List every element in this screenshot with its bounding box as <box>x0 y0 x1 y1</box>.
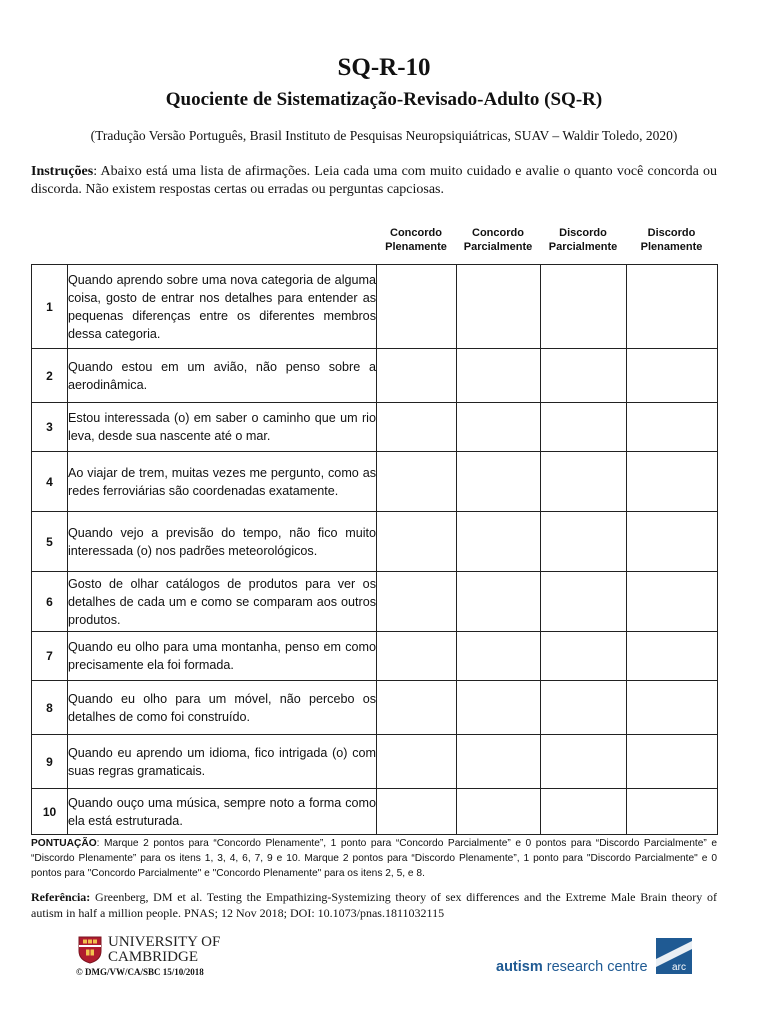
item-number: 1 <box>32 265 68 349</box>
response-cell-concordo-parcialmente[interactable] <box>457 735 541 789</box>
response-cell-concordo-plenamente[interactable] <box>377 452 457 512</box>
cambridge-line2: CAMBRIDGE <box>108 949 199 965</box>
item-statement: Quando eu aprendo um idioma, fico intrigada (o) com suas regras gramaticais. <box>68 735 377 789</box>
table-row <box>32 403 718 452</box>
item-number: 5 <box>32 512 68 572</box>
response-cell-discordo-parcialmente[interactable] <box>541 681 627 735</box>
instructions-text: : Abaixo está uma lista de afirmações. Leia cada uma com muito cuidado e avalie o quanto você concorda ou discorda. Não existem respostas certas ou erradas ou perguntas capciosas. <box>31 164 717 197</box>
response-cell-discordo-parcialmente[interactable] <box>541 735 627 789</box>
cambridge-crest-icon <box>78 936 102 964</box>
response-cell-concordo-plenamente[interactable] <box>377 632 457 681</box>
response-cell-discordo-parcialmente[interactable] <box>541 789 627 835</box>
response-cell-concordo-parcialmente[interactable] <box>457 349 541 403</box>
response-cell-concordo-plenamente[interactable] <box>377 681 457 735</box>
table-row <box>32 735 718 789</box>
item-number: 10 <box>32 789 68 835</box>
column-header-concordo-plenamente: Concordo Plenamente <box>385 227 447 253</box>
table-row <box>32 452 718 512</box>
item-statement: Quando vejo a previsão do tempo, não fico muito interessada (o) nos padrões meteorológicos. <box>68 512 377 572</box>
response-cell-discordo-plenamente[interactable] <box>627 572 718 632</box>
item-number: 4 <box>32 452 68 512</box>
response-cell-discordo-plenamente[interactable] <box>627 735 718 789</box>
instructions <box>31 163 717 199</box>
page-title: SQ-R-10 <box>337 54 431 81</box>
scoring-label: PONTUAÇÃO <box>31 838 97 849</box>
scoring-note <box>31 836 717 881</box>
response-cell-discordo-parcialmente[interactable] <box>541 403 627 452</box>
item-number: 8 <box>32 681 68 735</box>
response-cell-discordo-plenamente[interactable] <box>627 681 718 735</box>
response-cell-concordo-parcialmente[interactable] <box>457 265 541 349</box>
item-number: 7 <box>32 632 68 681</box>
response-cell-concordo-parcialmente[interactable] <box>457 572 541 632</box>
response-cell-discordo-parcialmente[interactable] <box>541 349 627 403</box>
response-cell-discordo-plenamente[interactable] <box>627 452 718 512</box>
column-header-discordo-plenamente: Discordo Plenamente <box>640 227 703 253</box>
response-cell-concordo-plenamente[interactable] <box>377 735 457 789</box>
copyright: © DMG/VW/CA/SBC 15/10/2018 <box>76 967 204 977</box>
item-number: 3 <box>32 403 68 452</box>
table-row <box>32 349 718 403</box>
response-cell-concordo-parcialmente[interactable] <box>457 512 541 572</box>
table-row <box>32 789 718 835</box>
translation-credit: (Tradução Versão Português, Brasil Instituto de Pesquisas Neuropsiquiátricas, SUAV – Waldir Toledo, 2020) <box>90 128 678 143</box>
item-statement: Quando ouço uma música, sempre noto a forma como ela está estruturada. <box>68 789 377 835</box>
response-cell-discordo-plenamente[interactable] <box>627 349 718 403</box>
item-number: 2 <box>32 349 68 403</box>
table-row <box>32 632 718 681</box>
item-statement: Quando eu olho para um móvel, não percebo os detalhes de como foi construído. <box>68 681 377 735</box>
autism-research-centre-name <box>496 959 648 975</box>
cambridge-line1: UNIVERSITY OF <box>108 934 221 950</box>
item-number: 6 <box>32 572 68 632</box>
response-cell-discordo-parcialmente[interactable] <box>541 632 627 681</box>
instructions-label: Instruções <box>31 164 94 179</box>
response-cell-concordo-plenamente[interactable] <box>377 572 457 632</box>
reference-label: Referência: <box>31 890 91 904</box>
item-statement: Gosto de olhar catálogos de produtos para ver os detalhes de cada um e como se comparam aos outros produtos. <box>68 572 377 632</box>
page-subtitle: Quociente de Sistematização-Revisado-Adulto (SQ-R) <box>165 89 603 110</box>
response-cell-concordo-parcialmente[interactable] <box>457 789 541 835</box>
response-cell-concordo-plenamente[interactable] <box>377 512 457 572</box>
cambridge-logo-text <box>108 935 220 965</box>
response-cell-discordo-parcialmente[interactable] <box>541 512 627 572</box>
arc-name-rest: research centre <box>542 959 648 975</box>
item-statement: Ao viajar de trem, muitas vezes me pergunto, como as redes ferroviárias são coordenadas exatamente. <box>68 452 377 512</box>
response-cell-concordo-parcialmente[interactable] <box>457 632 541 681</box>
item-number: 9 <box>32 735 68 789</box>
item-statement: Estou interessada (o) em saber o caminho que um rio leva, desde sua nascente até o mar. <box>68 403 377 452</box>
response-cell-concordo-plenamente[interactable] <box>377 349 457 403</box>
response-cell-discordo-parcialmente[interactable] <box>541 265 627 349</box>
response-cell-concordo-parcialmente[interactable] <box>457 681 541 735</box>
response-cell-discordo-parcialmente[interactable] <box>541 452 627 512</box>
response-cell-concordo-plenamente[interactable] <box>377 789 457 835</box>
item-statement: Quando eu olho para uma montanha, penso em como precisamente ela foi formada. <box>68 632 377 681</box>
item-statement: Quando aprendo sobre uma nova categoria de alguma coisa, gosto de entrar nos detalhes para entender as pequenas diferenças entre os diferentes membros dessa categoria. <box>68 265 377 349</box>
reference-text: Greenberg, DM et al. Testing the Empathizing-Systemizing theory of sex differences and the Extreme Male Brain theory of autism in half a million people. PNAS; 12 Nov 2018; DOI: 10.1073/pnas.1811032115 <box>31 890 717 920</box>
response-cell-concordo-parcialmente[interactable] <box>457 452 541 512</box>
reference-note <box>31 889 717 921</box>
response-cell-discordo-plenamente[interactable] <box>627 632 718 681</box>
arc-badge-text: arc <box>672 962 686 973</box>
table-row <box>32 512 718 572</box>
table-row <box>32 572 718 632</box>
response-cell-concordo-plenamente[interactable] <box>377 403 457 452</box>
arc-logo-icon <box>655 937 693 975</box>
column-header-discordo-parcialmente: Discordo Parcialmente <box>548 227 618 253</box>
response-cell-discordo-plenamente[interactable] <box>627 403 718 452</box>
response-cell-discordo-plenamente[interactable] <box>627 512 718 572</box>
response-cell-discordo-parcialmente[interactable] <box>541 572 627 632</box>
item-statement: Quando estou em um avião, não penso sobre a aerodinâmica. <box>68 349 377 403</box>
scoring-text: : Marque 2 pontos para “Concordo Plenamente”, 1 ponto para “Concordo Parcialmente” e 0 pontos para “Discordo Parcialmente” e “Discordo Plenamente” para os itens 1, 3, 4, 6, 7, 9 e 10. Marque 2 pontos para “Discordo Plenamente”, 1 ponto para "Discordo Parcialmente" e 0 pontos para "Concordo Parcialmente" e "Concordo Plenamente" para os itens 2, 5, e 8. <box>31 838 717 879</box>
arc-name-first: autism <box>496 959 543 975</box>
table-row <box>32 681 718 735</box>
table-row <box>32 265 718 349</box>
response-cell-discordo-plenamente[interactable] <box>627 789 718 835</box>
response-cell-concordo-plenamente[interactable] <box>377 265 457 349</box>
response-cell-discordo-plenamente[interactable] <box>627 265 718 349</box>
questionnaire-table <box>31 264 718 835</box>
column-header-concordo-parcialmente: Concordo Parcialmente <box>463 227 533 253</box>
response-cell-concordo-parcialmente[interactable] <box>457 403 541 452</box>
